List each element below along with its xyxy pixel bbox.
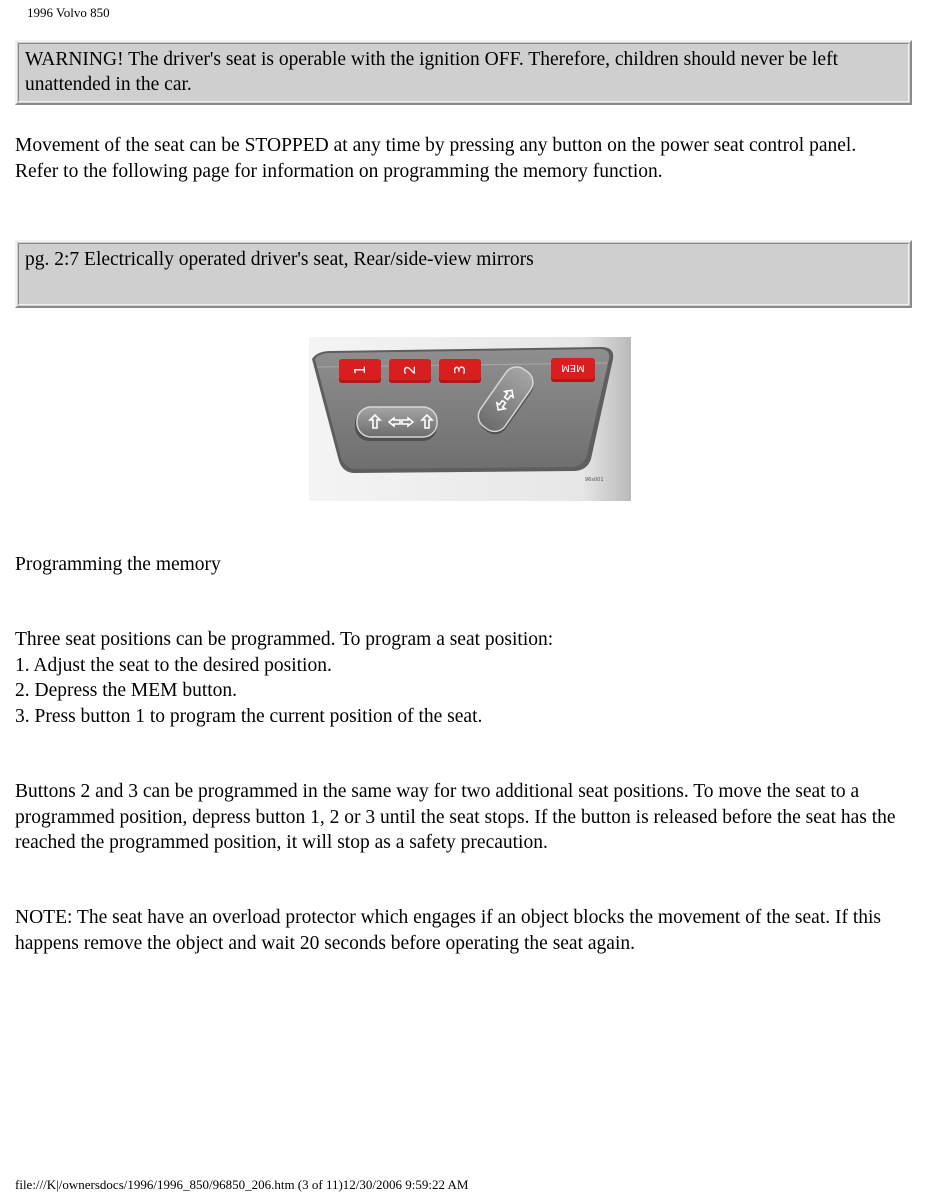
memory-button-3-label: 3 [451, 365, 469, 375]
mem-button[interactable] [551, 358, 595, 382]
intro-line-refer: Refer to the following page for information on programming the memory function. [15, 160, 663, 182]
step-item: 3. Press button 1 to program the current position of the seat. [15, 705, 483, 727]
section-heading: Programming the memory [15, 554, 221, 575]
memory-button-2[interactable] [389, 359, 431, 383]
warning-text: WARNING! The driver's seat is operable with the ignition OFF. Therefore, children should never be left unattended in the car. [18, 43, 909, 102]
warning-box [15, 40, 912, 105]
steps-intro: Three seat positions can be programmed. To program a seat position: [15, 629, 554, 650]
mem-button-label: MEM [561, 362, 585, 373]
figure-caption-code: 96s001 [585, 477, 604, 483]
memory-button-3[interactable] [439, 359, 481, 383]
document-header-title: 1996 Volvo 850 [27, 5, 110, 20]
step-item: 1. Adjust the seat to the desired position. [15, 654, 332, 676]
memory-button-1[interactable] [339, 359, 381, 383]
footer-file-path: file:///K|/ownersdocs/1996/1996_850/96850_206.htm (3 of 11)12/30/2006 9:59:22 AM [15, 1177, 469, 1192]
note-paragraph: NOTE: The seat have an overload protector which engages if an object blocks the movement of the seat. If this happens remove the object and wait 20 seconds before operating the seat again. [15, 907, 882, 954]
page-reference-text: pg. 2:7 Electrically operated driver's seat, Rear/side-view mirrors [18, 243, 909, 305]
seat-control-panel-figure [309, 337, 631, 501]
memory-button-2-label: 2 [401, 365, 419, 375]
intro-paragraph [15, 133, 915, 184]
programming-steps [15, 627, 915, 729]
buttons-paragraph: Buttons 2 and 3 can be programmed in the same way for two additional seat positions. To move the seat to a programmed position, depress button 1, 2 or 3 until the seat stops. If the button is released before the seat has the reached the programmed position, it will stop as a safety precaution. [15, 781, 896, 853]
seat-slide-control[interactable] [355, 407, 437, 441]
intro-line-stop: Movement of the seat can be STOPPED at any time by pressing any button on the power seat control panel. [15, 135, 857, 156]
memory-button-1-label: 1 [351, 365, 369, 375]
seat-control-panel-illustration [309, 337, 631, 501]
page-reference-box [15, 240, 912, 308]
step-item: 2. Depress the MEM button. [15, 680, 238, 701]
